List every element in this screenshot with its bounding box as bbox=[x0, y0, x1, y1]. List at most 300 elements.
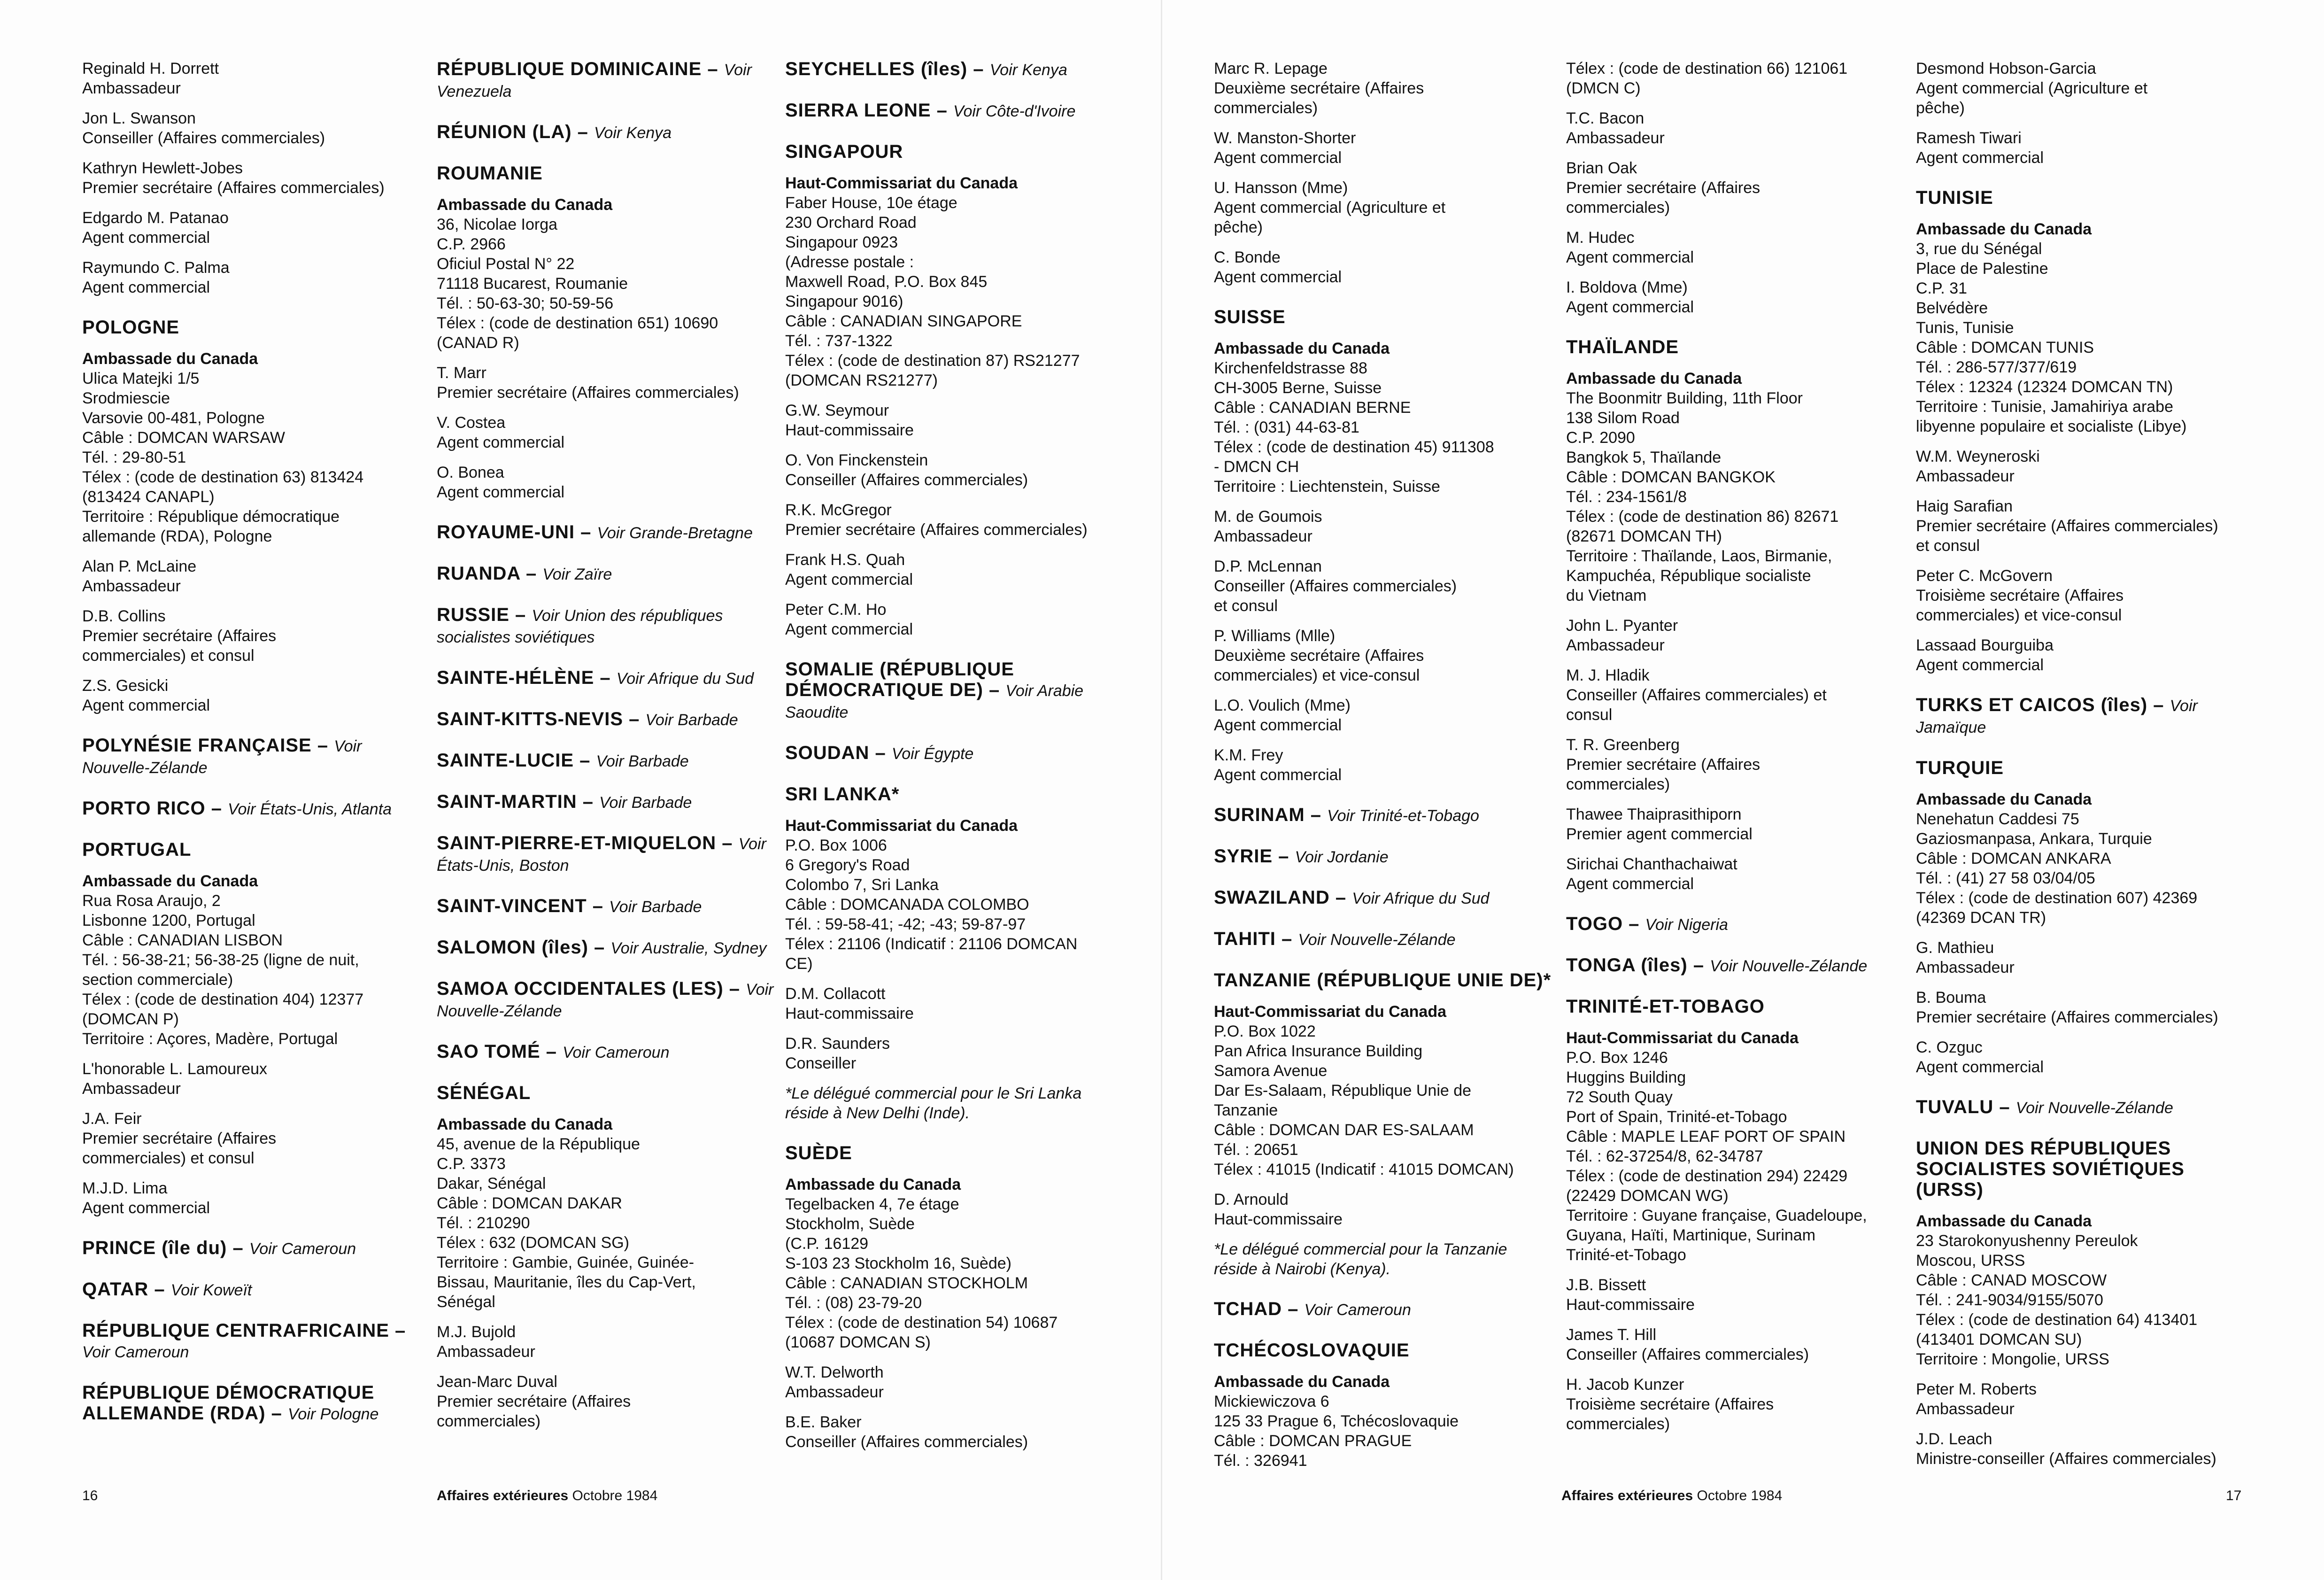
entry-line: (C.P. 16129 bbox=[785, 1235, 869, 1253]
see-reference: Voir Zaïre bbox=[542, 565, 612, 583]
entry-line: Agent commercial (Agriculture et bbox=[1916, 79, 2148, 97]
entry-line: Rua Rosa Araujo, 2 bbox=[82, 892, 221, 910]
staff-entry bbox=[1214, 745, 1552, 785]
entry-line: Télex : (code de destination 66) 121061 bbox=[1566, 60, 1848, 77]
see-reference: Voir Grande-Bretagne bbox=[597, 524, 753, 542]
entry-line: (Adresse postale : bbox=[785, 253, 914, 271]
country-heading bbox=[82, 1382, 420, 1425]
staff-entry bbox=[82, 59, 420, 98]
entry-line: O. Von Finckenstein bbox=[785, 451, 928, 469]
entry-line: Agent commercial bbox=[1566, 248, 1694, 266]
entry-line: Tél. : 326941 bbox=[1214, 1452, 1307, 1470]
mission-address bbox=[1916, 790, 2254, 928]
staff-entry bbox=[1214, 178, 1552, 237]
country-heading bbox=[1214, 846, 1552, 867]
see-reference: Voir Jamaïque bbox=[1916, 697, 2198, 736]
entry-line: T. Marr bbox=[437, 364, 486, 382]
country-heading bbox=[785, 784, 1123, 805]
country-heading bbox=[437, 522, 775, 543]
mission-address bbox=[1566, 369, 1904, 605]
entry-line: Ambassadeur bbox=[1916, 959, 2015, 976]
entry-line: Territoire : Gambie, Guinée, Guinée- bbox=[437, 1254, 695, 1271]
entry-line: Agent commercial bbox=[437, 483, 565, 501]
entry-line: commerciales) bbox=[1214, 99, 1318, 117]
entry-line: commerciales) bbox=[1566, 775, 1670, 793]
see-reference: Voir Kenya bbox=[594, 124, 672, 142]
country-heading bbox=[437, 791, 775, 813]
entry-line: Bangkok 5, Thaïlande bbox=[1566, 449, 1722, 466]
country-name: TANZANIE (RÉPUBLIQUE UNIE DE)* bbox=[1214, 970, 1552, 991]
entry-line: M. J. Hladik bbox=[1566, 666, 1650, 684]
entry-line: Premier secrétaire (Affaires commerciales) bbox=[82, 179, 385, 197]
country-name: QATAR – bbox=[82, 1279, 165, 1300]
entry-line: L.O. Voulich (Mme) bbox=[1214, 697, 1351, 714]
country-name: TCHÉCOSLOVAQUIE bbox=[1214, 1340, 1410, 1361]
entry-line: Premier secrétaire (Affaires bbox=[1566, 179, 1760, 197]
see-reference: Voir Venezuela bbox=[437, 61, 752, 101]
mission-name: Haut-Commissariat du Canada bbox=[1566, 1029, 1799, 1047]
entry-line: (DMCN C) bbox=[1566, 79, 1641, 97]
country-heading bbox=[1566, 996, 1904, 1017]
entry-line: H. Jacob Kunzer bbox=[1566, 1376, 1684, 1394]
entry-line: Tél. : 241-9034/9155/5070 bbox=[1916, 1291, 2103, 1309]
country-name: TURKS ET CAICOS (îles) – bbox=[1916, 695, 2164, 715]
entry-line: (82671 DOMCAN TH) bbox=[1566, 527, 1722, 545]
entry-line: Troisième secrétaire (Affaires bbox=[1566, 1395, 1774, 1413]
entry-line: Câble : CANADIAN LISBON bbox=[82, 931, 283, 949]
country-heading bbox=[437, 709, 775, 730]
entry-line: Tél. : 210290 bbox=[437, 1214, 530, 1232]
country-name: SINGAPOUR bbox=[785, 141, 903, 162]
entry-line: Télex : (code de destination 54) 10687 bbox=[785, 1314, 1058, 1332]
entry-line: Tél. : 29-80-51 bbox=[82, 449, 186, 466]
see-reference: Voir Cameroun bbox=[1304, 1301, 1411, 1319]
entry-line: Haut-commissaire bbox=[1214, 1210, 1343, 1228]
entry-line: Agent commercial bbox=[1214, 766, 1342, 784]
entry-line: W.M. Weyneroski bbox=[1916, 448, 2040, 465]
country-name: RUANDA – bbox=[437, 563, 537, 584]
see-reference: Voir Nouvelle-Zélande bbox=[1710, 957, 1868, 975]
country-heading bbox=[1916, 758, 2254, 778]
staff-entry bbox=[1916, 635, 2254, 675]
entry-line: I. Boldova (Mme) bbox=[1566, 279, 1688, 296]
entry-line: Tél. : 62-37254/8, 62-34787 bbox=[1566, 1147, 1763, 1165]
staff-entry bbox=[1214, 128, 1552, 168]
entry-line: Frank H.S. Quah bbox=[785, 551, 905, 569]
country-name: TCHAD – bbox=[1214, 1299, 1299, 1319]
staff-entry bbox=[82, 676, 420, 715]
country-name: RÉPUBLIQUE DÉMOCRATIQUE ALLEMANDE (RDA) – bbox=[82, 1382, 375, 1424]
entry-line: Pan Africa Insurance Building bbox=[1214, 1042, 1423, 1060]
country-name: SÉNÉGAL bbox=[437, 1083, 531, 1103]
entry-line: Peter C.M. Ho bbox=[785, 601, 887, 619]
entry-line: Tél. : 56-38-21; 56-38-25 (ligne de nuit, bbox=[82, 951, 359, 969]
country-heading bbox=[437, 833, 775, 876]
entry-line: Télex : 12324 (12324 DOMCAN TN) bbox=[1916, 378, 2173, 396]
entry-line: Premier secrétaire (Affaires commerciales) bbox=[437, 384, 739, 402]
entry-line: Srodmiescie bbox=[82, 389, 170, 407]
see-reference: Voir Cameroun bbox=[249, 1240, 356, 1258]
staff-entry bbox=[82, 1109, 420, 1168]
entry-line: Z.S. Gesicki bbox=[82, 677, 169, 695]
entry-line: Territoire : République démocratique bbox=[82, 508, 340, 526]
country-heading bbox=[785, 141, 1123, 162]
entry-line: D. Arnould bbox=[1214, 1191, 1289, 1208]
entry-line: James T. Hill bbox=[1566, 1326, 1657, 1344]
see-reference: Voir États-Unis, Atlanta bbox=[228, 800, 392, 818]
entry-line: Place de Palestine bbox=[1916, 260, 2048, 278]
staff-entry bbox=[1916, 496, 2254, 556]
staff-entry bbox=[785, 600, 1123, 639]
staff-entry bbox=[1566, 108, 1904, 148]
left-col-1 bbox=[82, 59, 420, 1436]
country-heading bbox=[82, 839, 420, 860]
staff-entry bbox=[82, 557, 420, 596]
entry-line: Marc R. Lepage bbox=[1214, 60, 1328, 77]
entry-line: (413401 DOMCAN SU) bbox=[1916, 1331, 2082, 1348]
country-name: SEYCHELLES (îles) – bbox=[785, 59, 984, 79]
country-name: RÉPUBLIQUE CENTRAFRICAINE – bbox=[82, 1320, 406, 1341]
entry-line: Dakar, Sénégal bbox=[437, 1175, 546, 1193]
entry-line: Faber House, 10e étage bbox=[785, 194, 957, 212]
mission-name: Ambassade du Canada bbox=[437, 196, 613, 214]
entry-line: allemande (RDA), Pologne bbox=[82, 527, 272, 545]
entry-line: Ambassadeur bbox=[1916, 467, 2015, 485]
entry-line: Câble : DOMCAN BANGKOK bbox=[1566, 468, 1776, 486]
country-heading bbox=[82, 1320, 420, 1363]
staff-entry bbox=[1566, 1375, 1904, 1434]
country-heading bbox=[82, 317, 420, 338]
left-col-2 bbox=[437, 59, 775, 1441]
entry-line: Nenehatun Caddesi 75 bbox=[1916, 810, 2079, 828]
entry-line: Télex : (code de destination 63) 813424 bbox=[82, 468, 364, 486]
country-name: SAINT-KITTS-NEVIS – bbox=[437, 709, 640, 729]
entry-line: Premier secrétaire (Affaires bbox=[437, 1393, 631, 1410]
staff-entry bbox=[785, 450, 1123, 490]
staff-entry bbox=[1916, 59, 2254, 118]
entry-line: (22429 DOMCAN WG) bbox=[1566, 1187, 1729, 1205]
staff-entry bbox=[1214, 1190, 1552, 1229]
mission-address bbox=[1916, 219, 2254, 436]
see-reference: Voir Nigeria bbox=[1645, 916, 1728, 934]
entry-line: J.B. Bissett bbox=[1566, 1276, 1646, 1294]
entry-line: P.O. Box 1006 bbox=[785, 836, 887, 854]
country-heading bbox=[785, 59, 1123, 80]
country-name: ROYAUME-UNI – bbox=[437, 522, 592, 542]
country-name: SYRIE – bbox=[1214, 846, 1289, 867]
entry-line: 36, Nicolae Iorga bbox=[437, 216, 558, 233]
staff-entry bbox=[1214, 59, 1552, 118]
entry-line: CH-3005 Berne, Suisse bbox=[1214, 379, 1382, 397]
entry-line: Agent commercial bbox=[1566, 298, 1694, 316]
entry-line: Ministre-conseiller (Affaires commerciales) bbox=[1916, 1450, 2216, 1468]
entry-line: Premier secrétaire (Affaires commerciales) bbox=[785, 521, 1088, 539]
entry-line: Haut-commissaire bbox=[1566, 1296, 1695, 1314]
entry-line: 6 Gregory's Road bbox=[785, 856, 910, 874]
entry-line: Territoire : Guyane française, Guadeloupe, bbox=[1566, 1207, 1867, 1224]
entry-line: Télex : (code de destination 64) 413401 bbox=[1916, 1311, 2198, 1329]
country-name: ROUMANIE bbox=[437, 163, 543, 184]
entry-line: Agent commercial bbox=[1916, 656, 2044, 674]
country-name: RÉPUBLIQUE DOMINICAINE – bbox=[437, 59, 718, 79]
mission-name: Ambassade du Canada bbox=[1566, 370, 1742, 387]
entry-line: Télex : (code de destination 294) 22429 bbox=[1566, 1167, 1848, 1185]
entry-line: Agent commercial bbox=[82, 279, 210, 296]
entry-line: Deuxième secrétaire (Affaires bbox=[1214, 79, 1424, 97]
publication-name: Affaires extérieures bbox=[437, 1488, 569, 1503]
entry-line: Singapour 0923 bbox=[785, 233, 898, 251]
entry-line: Conseiller (Affaires commerciales) bbox=[785, 1433, 1028, 1451]
entry-line: commerciales) et consul bbox=[82, 647, 255, 665]
see-reference: Voir Nouvelle-Zélande bbox=[82, 737, 362, 777]
country-heading bbox=[437, 896, 775, 917]
see-reference: Voir Barbade bbox=[599, 794, 692, 812]
entry-line: Stockholm, Suède bbox=[785, 1215, 915, 1233]
entry-line: Samora Avenue bbox=[1214, 1062, 1328, 1080]
country-heading bbox=[1214, 887, 1552, 909]
entry-line: Télex : (code de destination 607) 42369 bbox=[1916, 889, 2198, 907]
mission-address bbox=[82, 349, 420, 546]
entry-line: Lassaad Bourguiba bbox=[1916, 636, 2054, 654]
entry-line: Agent commercial bbox=[1566, 875, 1694, 893]
entry-line: C. Bonde bbox=[1214, 248, 1281, 266]
entry-line: Oficiul Postal N° 22 bbox=[437, 255, 575, 273]
entry-line: Territoire : Mongolie, URSS bbox=[1916, 1350, 2109, 1368]
entry-line: commerciales) et vice-consul bbox=[1214, 666, 1420, 684]
entry-line: J.D. Leach bbox=[1916, 1430, 1992, 1448]
staff-entry bbox=[1566, 735, 1904, 794]
staff-entry bbox=[1916, 988, 2254, 1027]
entry-line: Premier secrétaire (Affaires commerciales) bbox=[1916, 517, 2218, 535]
mission-name: Ambassade du Canada bbox=[785, 1176, 961, 1193]
country-name: SAINT-PIERRE-ET-MIQUELON – bbox=[437, 833, 733, 853]
country-heading bbox=[437, 978, 775, 1022]
mission-name: Haut-Commissariat du Canada bbox=[785, 817, 1018, 835]
country-name: SALOMON (îles) – bbox=[437, 937, 605, 958]
entry-line: Agent commercial bbox=[437, 434, 565, 451]
see-reference: Voir Koweït bbox=[170, 1281, 252, 1299]
country-heading bbox=[1566, 955, 1904, 976]
entry-line: Agent commercial (Agriculture et bbox=[1214, 199, 1446, 217]
right-col-1 bbox=[1214, 59, 1552, 1481]
country-name: SRI LANKA* bbox=[785, 784, 900, 805]
entry-line: P. Williams (Mlle) bbox=[1214, 627, 1336, 645]
entry-line: Agent commercial bbox=[1214, 268, 1342, 286]
staff-entry bbox=[1916, 447, 2254, 486]
see-reference: Voir Pologne bbox=[288, 1405, 379, 1423]
entry-line: (DOMCAN RS21277) bbox=[785, 372, 938, 389]
see-reference: Voir Cameroun bbox=[563, 1044, 670, 1061]
entry-line: Tanzanie bbox=[1214, 1101, 1278, 1119]
right-page bbox=[1162, 0, 2324, 1580]
entry-line: Câble : DOMCAN DAKAR bbox=[437, 1194, 622, 1212]
mission-name: Ambassade du Canada bbox=[82, 350, 258, 368]
staff-entry bbox=[1916, 1379, 2254, 1419]
entry-line: commerciales) et consul bbox=[82, 1149, 255, 1167]
country-name: UNION DES RÉPUBLIQUES SOCIALISTES SOVIÉTIQUES (URSS) bbox=[1916, 1138, 2185, 1200]
right-col-2 bbox=[1566, 59, 1904, 1444]
staff-entry bbox=[785, 401, 1123, 440]
entry-line: Kampuchéa, République socialiste bbox=[1566, 567, 1811, 585]
country-name: SAO TOMÉ – bbox=[437, 1041, 557, 1062]
entry-line: W. Manston-Shorter bbox=[1214, 129, 1356, 147]
country-heading bbox=[785, 1143, 1123, 1163]
entry-line: Télex : (code de destination 86) 82671 bbox=[1566, 508, 1839, 526]
entry-line: Agent commercial bbox=[1214, 716, 1342, 734]
country-heading bbox=[1566, 914, 1904, 935]
see-reference: Voir Barbade bbox=[645, 711, 738, 729]
entry-line: C.P. 31 bbox=[1916, 279, 1968, 297]
entry-line: Agent commercial bbox=[1916, 1058, 2044, 1076]
country-heading bbox=[437, 122, 775, 143]
entry-line: Territoire : Liechtenstein, Suisse bbox=[1214, 478, 1440, 496]
entry-line: Jon L. Swanson bbox=[82, 109, 196, 127]
entry-line: Ambassadeur bbox=[1916, 1400, 2015, 1418]
see-reference: Voir Trinité-et-Tobago bbox=[1327, 807, 1479, 825]
entry-line: Alan P. McLaine bbox=[82, 558, 197, 575]
entry-line: pêche) bbox=[1916, 99, 1965, 117]
country-name: PRINCE (île du) – bbox=[82, 1238, 244, 1258]
country-name: SUÈDE bbox=[785, 1143, 852, 1163]
country-name: SWAZILAND – bbox=[1214, 887, 1347, 908]
see-reference: Voir Barbade bbox=[609, 898, 702, 916]
entry-line: K.M. Frey bbox=[1214, 746, 1283, 764]
entry-line: Bissau, Mauritanie, îles du Cap-Vert, bbox=[437, 1273, 696, 1291]
entry-line: Câble : CANADIAN STOCKHOLM bbox=[785, 1274, 1028, 1292]
country-heading bbox=[1566, 337, 1904, 357]
publication-name: Affaires extérieures bbox=[1561, 1488, 1693, 1503]
entry-line: Tél. : 286-577/377/619 bbox=[1916, 358, 2077, 376]
entry-line: 230 Orchard Road bbox=[785, 214, 917, 232]
staff-entry bbox=[1566, 228, 1904, 267]
entry-line: M. Hudec bbox=[1566, 229, 1635, 247]
entry-line: Raymundo C. Palma bbox=[82, 259, 230, 277]
entry-line: (42369 DCAN TR) bbox=[1916, 909, 2046, 927]
mission-name: Ambassade du Canada bbox=[437, 1115, 613, 1133]
page-number-left: 16 bbox=[82, 1488, 98, 1503]
see-reference: Voir Australie, Sydney bbox=[610, 939, 767, 957]
entry-line: 125 33 Prague 6, Tchécoslovaquie bbox=[1214, 1412, 1459, 1430]
see-reference: Voir Cameroun bbox=[82, 1343, 189, 1361]
entry-line: du Vietnam bbox=[1566, 587, 1647, 604]
staff-entry bbox=[1566, 1325, 1904, 1364]
entry-line: libyenne populaire et socialiste (Libye) bbox=[1916, 418, 2187, 435]
country-name: TOGO – bbox=[1566, 914, 1640, 934]
mission-name: Ambassade du Canada bbox=[1214, 340, 1390, 357]
entry-line: CE) bbox=[785, 955, 813, 973]
mission-address bbox=[437, 195, 775, 353]
entry-line: Thawee Thaiprasithiporn bbox=[1566, 805, 1742, 823]
entry-line: Câble : DOMCANADA COLOMBO bbox=[785, 896, 1029, 914]
entry-line: Huggins Building bbox=[1566, 1069, 1686, 1086]
entry-line: John L. Pyanter bbox=[1566, 617, 1678, 635]
mission-address bbox=[437, 1115, 775, 1312]
entry-line: et consul bbox=[1214, 597, 1278, 615]
entry-line: Câble : MAPLE LEAF PORT OF SPAIN bbox=[1566, 1128, 1846, 1146]
staff-entry bbox=[82, 258, 420, 297]
footnote: *Le délégué commercial pour le Sri Lanka réside à New Delhi (Inde). bbox=[785, 1084, 1082, 1122]
entry-line: Câble : DOMCAN PRAGUE bbox=[1214, 1432, 1412, 1450]
entry-line: Mickiewiczova 6 bbox=[1214, 1393, 1329, 1410]
publication-date: Octobre 1984 bbox=[572, 1488, 658, 1503]
entry-line: T.C. Bacon bbox=[1566, 109, 1645, 127]
see-reference: Voir Kenya bbox=[989, 61, 1067, 79]
entry-line: Ramesh Tiwari bbox=[1916, 129, 2022, 147]
entry-line: Ambassadeur bbox=[82, 577, 181, 595]
entry-line: Câble : CANADIAN BERNE bbox=[1214, 399, 1411, 417]
entry-line: Haut-commissaire bbox=[785, 421, 914, 439]
entry-line: 138 Silom Road bbox=[1566, 409, 1680, 427]
staff-entry bbox=[785, 984, 1123, 1023]
see-reference: Voir Afrique du Sud bbox=[1352, 890, 1490, 907]
country-name: SUISSE bbox=[1214, 307, 1286, 327]
entry-line: Tél. : (41) 27 58 03/04/05 bbox=[1916, 869, 2095, 887]
see-reference: Voir Arabie Saoudite bbox=[785, 682, 1084, 721]
mission-name: Ambassade du Canada bbox=[1916, 1212, 2092, 1230]
entry-line: Conseiller (Affaires commerciales) bbox=[785, 471, 1028, 489]
entry-line: Lisbonne 1200, Portugal bbox=[82, 912, 255, 929]
entry-line: U. Hansson (Mme) bbox=[1214, 179, 1348, 197]
entry-line: Conseiller (Affaires commerciales) bbox=[1566, 1346, 1809, 1363]
country-heading bbox=[1214, 929, 1552, 950]
entry-line: P.O. Box 1022 bbox=[1214, 1022, 1316, 1040]
country-heading bbox=[1916, 1138, 2254, 1200]
entry-line: Trinité-et-Tobago bbox=[1566, 1246, 1686, 1264]
country-name: TONGA (îles) – bbox=[1566, 955, 1705, 976]
country-heading bbox=[437, 604, 775, 648]
entry-line: Ambassadeur bbox=[1566, 636, 1665, 654]
entry-line: Sirichai Chanthachaiwat bbox=[1566, 855, 1737, 873]
country-heading bbox=[1214, 970, 1552, 991]
entry-line: Edgardo M. Patanao bbox=[82, 209, 229, 227]
entry-line: Agent commercial bbox=[82, 1199, 210, 1217]
entry-line: Télex : (code de destination 651) 10690 bbox=[437, 314, 718, 332]
entry-line: Tél. : (031) 44-63-81 bbox=[1214, 418, 1359, 436]
country-heading bbox=[437, 563, 775, 585]
entry-line: G. Mathieu bbox=[1916, 939, 1994, 957]
entry-line: Tunis, Tunisie bbox=[1916, 319, 2014, 337]
entry-line: 71118 Bucarest, Roumanie bbox=[437, 275, 628, 293]
staff-entry bbox=[1916, 566, 2254, 625]
mission-address bbox=[1916, 1211, 2254, 1369]
entry-line: G.W. Seymour bbox=[785, 402, 889, 419]
mission-address bbox=[1566, 1028, 1904, 1265]
country-name: SAINT-MARTIN – bbox=[437, 791, 594, 812]
right-col-3 bbox=[1916, 59, 2254, 1479]
see-reference: Voir Jordanie bbox=[1295, 848, 1389, 866]
see-reference: Voir Afrique du Sud bbox=[616, 670, 754, 688]
see-reference: Voir Côte-d'Ivoire bbox=[953, 102, 1076, 120]
country-heading bbox=[82, 1279, 420, 1301]
entry-line: Colombo 7, Sri Lanka bbox=[785, 876, 939, 894]
staff-entry bbox=[82, 108, 420, 148]
staff-entry bbox=[1566, 616, 1904, 655]
entry-line: D.P. McLennan bbox=[1214, 558, 1322, 575]
country-name: PORTO RICO – bbox=[82, 798, 222, 819]
staff-entry bbox=[437, 363, 775, 403]
entry-line: M. de Goumois bbox=[1214, 508, 1322, 526]
entry-line: Agent commercial bbox=[785, 571, 913, 589]
country-heading bbox=[1916, 187, 2254, 208]
entry-line: M.J. Bujold bbox=[437, 1323, 516, 1341]
entry-line: Territoire : Tunisie, Jamahiriya arabe bbox=[1916, 398, 2174, 416]
entry-line: - DMCN CH bbox=[1214, 458, 1299, 476]
entry-line: Belvédère bbox=[1916, 299, 1988, 317]
mission-name: Haut-Commissariat du Canada bbox=[785, 174, 1018, 192]
entry-line: B.E. Baker bbox=[785, 1413, 862, 1431]
entry-line: Haut-commissaire bbox=[785, 1005, 914, 1022]
country-heading bbox=[437, 750, 775, 772]
